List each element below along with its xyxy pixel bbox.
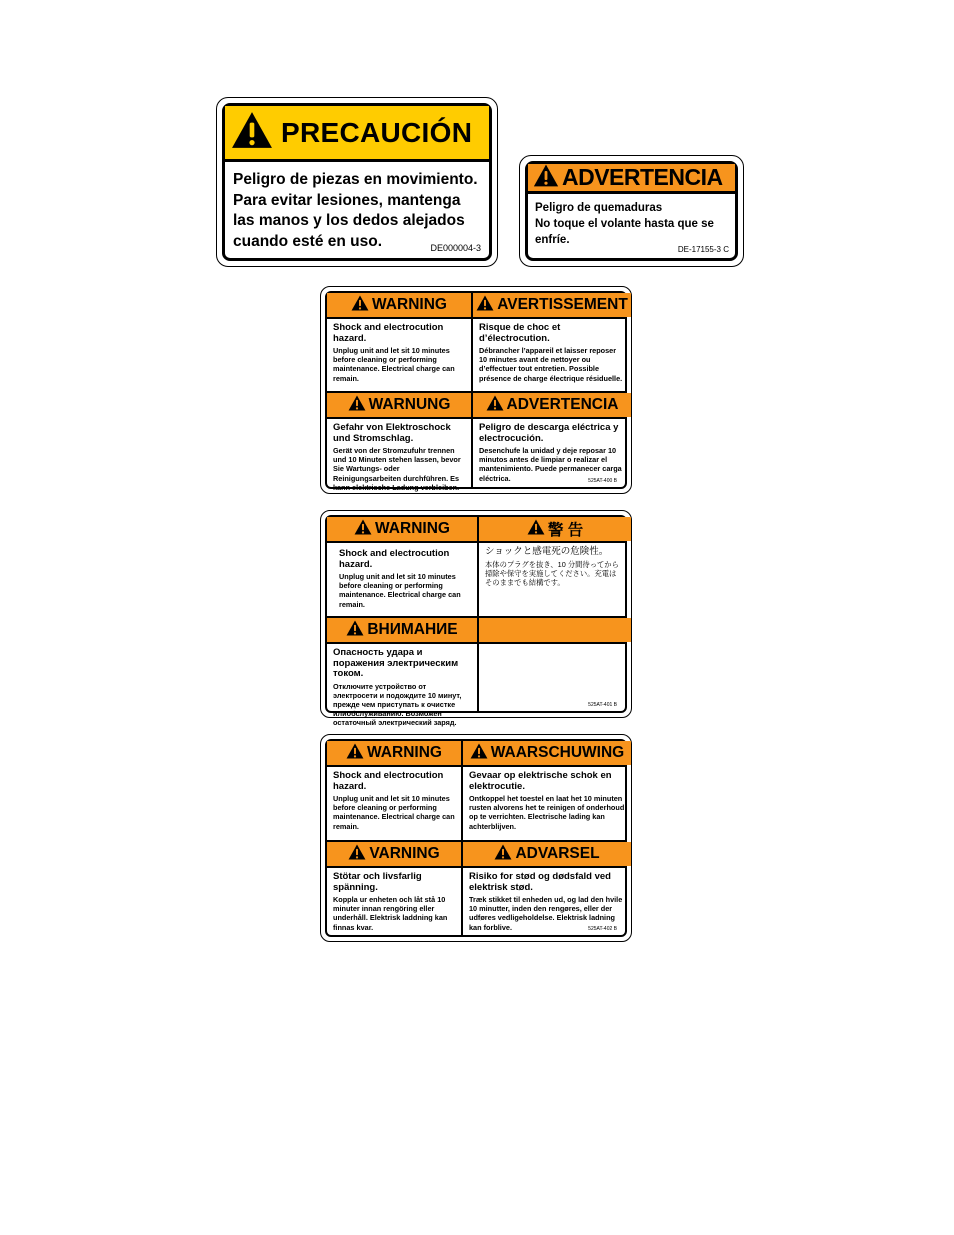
warning-label-3 <box>320 734 632 942</box>
label2-title-2: ショックと感電死の危険性。 <box>485 546 609 557</box>
precaucion-line: las manos y los dedos alejados <box>233 212 465 229</box>
label3-header-3 <box>327 842 461 866</box>
precaucion-header <box>225 106 489 162</box>
warning-triangle-icon <box>346 743 367 764</box>
advertencia-line: No toque el volante hasta que se <box>535 218 714 230</box>
label3-title-3: Stötar och livsfarlig spänning. <box>333 871 422 893</box>
label1-word-2: AVERTISSEMENT <box>497 296 628 313</box>
label1-body-3: Gerät von der Stromzufuhr trennen und 10 Minuten stehen lassen, bevor Sie Wartungs- oder Reinigungsarbeiten durchführen. Es kann elektrische Ladung verbleiben. <box>333 446 461 492</box>
label2-code: 525AT-401 B <box>588 702 617 708</box>
warning-label-2 <box>320 510 632 728</box>
precaucion-text <box>225 162 489 252</box>
warning-triangle-icon <box>348 844 369 865</box>
warning-triangle-icon <box>346 620 367 641</box>
warning-triangle-icon <box>348 395 369 416</box>
label2-header-3 <box>327 618 477 642</box>
label3-code: 525AT-402 B <box>588 926 617 932</box>
label3-word-2: WAARSCHUWING <box>490 744 625 761</box>
label1-header-3 <box>327 393 471 417</box>
label2-text-3 <box>327 644 477 728</box>
label3-header-2 <box>463 741 631 765</box>
label3-word-1: WARNING <box>367 744 442 761</box>
warning-triangle-icon <box>494 844 515 865</box>
label3-body-2: Ontkoppel het toestel en laat het 10 minuten rusten alvorens het te reinigen of onderhoud op te verrichten. Electrische lading kan achterblijven. <box>469 794 625 831</box>
advertencia-line: Peligro de quemaduras <box>535 202 663 214</box>
label2-title-1: Shock and electrocution hazard. <box>339 548 450 570</box>
label1-text-3 <box>327 419 471 492</box>
advertencia-title: ADVERTENCIA <box>562 164 723 190</box>
label2-word-1: WARNING <box>375 520 450 537</box>
label1-header-4 <box>473 393 631 417</box>
precaucion-line: Para evitar lesiones, mantenga <box>233 191 461 209</box>
label3-title-4: Risiko for stød og dødsfald ved elektrisk stød. <box>469 871 611 893</box>
label1-word-3: WARNUNG <box>368 396 451 413</box>
label2-title-3: Опасность удара и поражения электрическим током. <box>333 647 459 679</box>
warning-label-1 <box>320 286 632 494</box>
label1-title-1: Shock and electrocution hazard. <box>333 322 444 344</box>
label1-body-2: Débrancher l’appareil et laisser reposer 10 minutes avant de nettoyer ou d’effectuer tout entretien. Possible présence de charge électrique résiduelle. <box>479 346 623 383</box>
label3-title-1: Shock and electrocution hazard. <box>333 770 444 792</box>
label3-word-3: VARNING <box>369 845 440 862</box>
label1-word-4: ADVERTENCIA <box>506 396 619 413</box>
label3-word-4: ADVARSEL <box>515 845 600 862</box>
label1-body-4: Desenchufe la unidad y deje reposar 10 minutos antes de limpiar o realizar el mantenimiento. Puede permanecer carga eléctrica. <box>479 446 622 483</box>
advertencia-label <box>519 155 744 267</box>
label3-body-3: Koppla ur enheten och låt stå 10 minuter innan rengöring eller underhåll. Elektrisk laddning kan finnas kvar. <box>333 895 448 932</box>
label2-text-1 <box>333 545 477 617</box>
label2-word-2: 警 告 <box>547 522 584 539</box>
label2-text-2 <box>479 543 629 615</box>
label2-word-3: ВНИМАНИЕ <box>367 621 458 638</box>
label3-text-1 <box>327 767 461 839</box>
label2-header-2 <box>479 517 631 541</box>
label3-text-3 <box>327 868 461 938</box>
label1-text-1 <box>327 319 471 391</box>
warning-triangle-icon <box>476 295 497 316</box>
advertencia-header <box>528 164 735 194</box>
warning-triangle-icon <box>231 111 273 154</box>
warning-triangle-icon <box>351 295 372 316</box>
label1-header-1 <box>327 293 471 317</box>
label1-title-2: Risque de choc et d’électrocution. <box>479 322 561 344</box>
precaucion-code: DE000004-3 <box>430 243 481 253</box>
label3-title-2: Gevaar op elektrische schok en elektrocutie. <box>469 770 612 792</box>
label1-word-1: WARNING <box>372 296 447 313</box>
label1-title-4: Peligro de descarga eléctrica y electrocución. <box>479 422 619 444</box>
label2-body-2: 本体のプラグを抜き、10 分間待ってから掃除や保守を実施してください。充電はそのままでも結構です。 <box>485 559 619 587</box>
label3-body-4: Træk stikket til enheden ud, og lad den hvile 10 minutter, inden den rengøres, eller der udføres vedligeholdelse. Elektrisk ladning kan forblive. <box>469 895 623 932</box>
warning-triangle-icon <box>527 519 548 540</box>
precaucion-line: cuando esté en uso. <box>233 232 383 250</box>
precaucion-label <box>216 97 498 267</box>
advertencia-code: DE-17155-3 C <box>677 245 729 254</box>
warning-triangle-icon <box>354 519 375 540</box>
label2-header-1 <box>327 517 477 541</box>
label2-body-3: Отключите устройство от электросети и подождите 10 минут, прежде чем приступать к очистке илиобслуживанию. Возможен остаточный электрический заряд. <box>333 681 462 728</box>
label3-text-2 <box>463 767 631 839</box>
warning-triangle-icon <box>533 164 559 192</box>
label2-body-1: Unplug unit and let sit 10 minutes before cleaning or performing maintenance. Electrical charge can remain. <box>339 572 461 609</box>
label3-body-1: Unplug unit and let sit 10 minutes before cleaning or performing maintenance. Electrical charge can remain. <box>333 794 455 831</box>
precaucion-title: PRECAUCIÓN <box>281 116 473 148</box>
label2-header-4 <box>479 618 631 642</box>
precaucion-line: Peligro de piezas en movimiento. <box>233 171 478 188</box>
label1-body-1: Unplug unit and let sit 10 minutes before cleaning or performing maintenance. Electrical charge can remain. <box>333 346 455 383</box>
label1-title-3: Gefahr von Elektroschock und Stromschlag. <box>333 422 451 444</box>
advertencia-text <box>528 194 735 248</box>
label1-code: 525AT-400 B <box>588 478 617 484</box>
label1-header-2 <box>473 293 631 317</box>
warning-triangle-icon <box>470 743 491 764</box>
warning-triangle-icon <box>486 395 507 416</box>
label3-header-1 <box>327 741 461 765</box>
label3-header-4 <box>463 842 631 866</box>
label1-text-2 <box>473 319 631 391</box>
advertencia-line: enfríe. <box>535 234 570 246</box>
